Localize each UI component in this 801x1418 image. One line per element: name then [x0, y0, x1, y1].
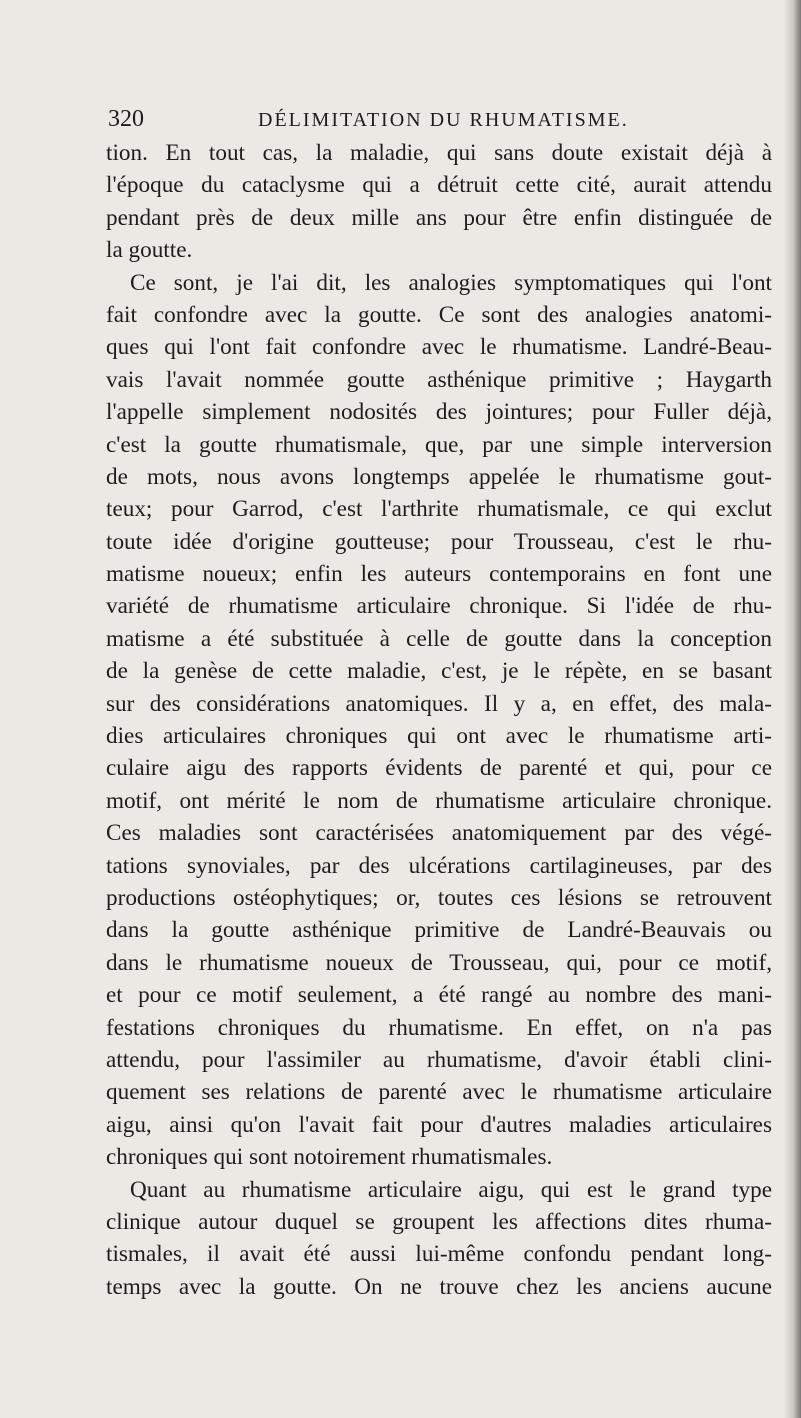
text-line: l'appelle simplement nodosités des jointures; pour Fuller déjà,: [106, 399, 772, 426]
text-line: motif, ont mérité le nom de rhumatisme articulaire chronique.: [106, 787, 772, 814]
text-line: temps avec la goutte. On ne trouve chez les anciens aucune: [106, 1273, 772, 1300]
text-line: pendant près de deux mille ans pour être enfin distinguée de: [106, 204, 772, 231]
text-line: la goutte.: [106, 237, 193, 264]
text-line: Ces maladies sont caractérisées anatomiquement par des végé-: [106, 820, 772, 847]
text-line: et pour ce motif seulement, a été rangé au nombre des mani-: [106, 982, 772, 1009]
text-line: tion. En tout cas, la maladie, qui sans doute existait déjà à: [106, 140, 772, 166]
text-line: Quant au rhumatisme articulaire aigu, qui est le grand type: [130, 1176, 772, 1203]
text-line: dans le rhumatisme noueux de Trousseau, qui, pour ce motif,: [106, 949, 772, 976]
text-line: matisme a été substituée à celle de goutte dans la conception: [106, 625, 772, 652]
text-line: clinique autour duquel se groupent les affections dites rhuma-: [106, 1208, 772, 1235]
text-line: attendu, pour l'assimiler au rhumatisme, d'avoir établi clini-: [106, 1046, 772, 1073]
text-line: l'époque du cataclysme qui a détruit cette cité, aurait attendu: [106, 172, 772, 199]
text-line: de la genèse de cette maladie, c'est, je le répète, en se basant: [106, 658, 772, 685]
text-line: tismales, il avait été aussi lui-même confondu pendant long-: [106, 1241, 772, 1268]
text-line: sur des considérations anatomiques. Il y a, en effet, des mala-: [106, 690, 772, 717]
page-number: 320: [108, 106, 144, 132]
running-title: DÉLIMITATION DU RHUMATISME.: [258, 109, 629, 131]
text-line: tations synoviales, par des ulcérations cartilagineuses, par des: [106, 852, 772, 879]
text-line: vais l'avait nommée goutte asthénique primitive ; Haygarth: [106, 366, 772, 393]
text-line: de mots, nous avons longtemps appelée le rhumatisme gout-: [106, 463, 772, 490]
text-line: matisme noueux; enfin les auteurs contemporains en font une: [106, 561, 772, 588]
page-edge-shadow: [783, 0, 801, 1418]
text-line: fait confondre avec la goutte. Ce sont des analogies anatomi-: [106, 301, 772, 328]
body-text: [106, 137, 772, 1303]
text-line: Ce sont, je l'ai dit, les analogies symptomatiques qui l'ont: [130, 269, 772, 296]
text-line: dans la goutte asthénique primitive de Landré-Beauvais ou: [106, 917, 772, 944]
text-line: c'est la goutte rhumatismale, que, par une simple interversion: [106, 431, 772, 458]
text-line: toute idée d'origine goutteuse; pour Trousseau, c'est le rhu-: [106, 528, 772, 555]
text-line: teux; pour Garrod, c'est l'arthrite rhumatismale, ce qui exclut: [106, 496, 772, 523]
running-header: [108, 106, 748, 132]
text-line: aigu, ainsi qu'on l'avait fait pour d'autres maladies articulaires: [106, 1111, 772, 1138]
text-line: ques qui l'ont fait confondre avec le rhumatisme. Landré-Beau-: [106, 334, 772, 361]
text-line: variété de rhumatisme articulaire chronique. Si l'idée de rhu-: [106, 593, 772, 620]
text-line: productions ostéophytiques; or, toutes ces lésions se retrouvent: [106, 884, 772, 911]
text-line: chroniques qui sont notoirement rhumatismales.: [106, 1144, 553, 1171]
text-line: dies articulaires chroniques qui ont avec le rhumatisme arti-: [106, 723, 772, 750]
text-line: festations chroniques du rhumatisme. En effet, on n'a pas: [106, 1014, 772, 1041]
text-line: quement ses relations de parenté avec le rhumatisme articulaire: [106, 1079, 772, 1106]
text-line: culaire aigu des rapports évidents de parenté et qui, pour ce: [106, 755, 772, 782]
